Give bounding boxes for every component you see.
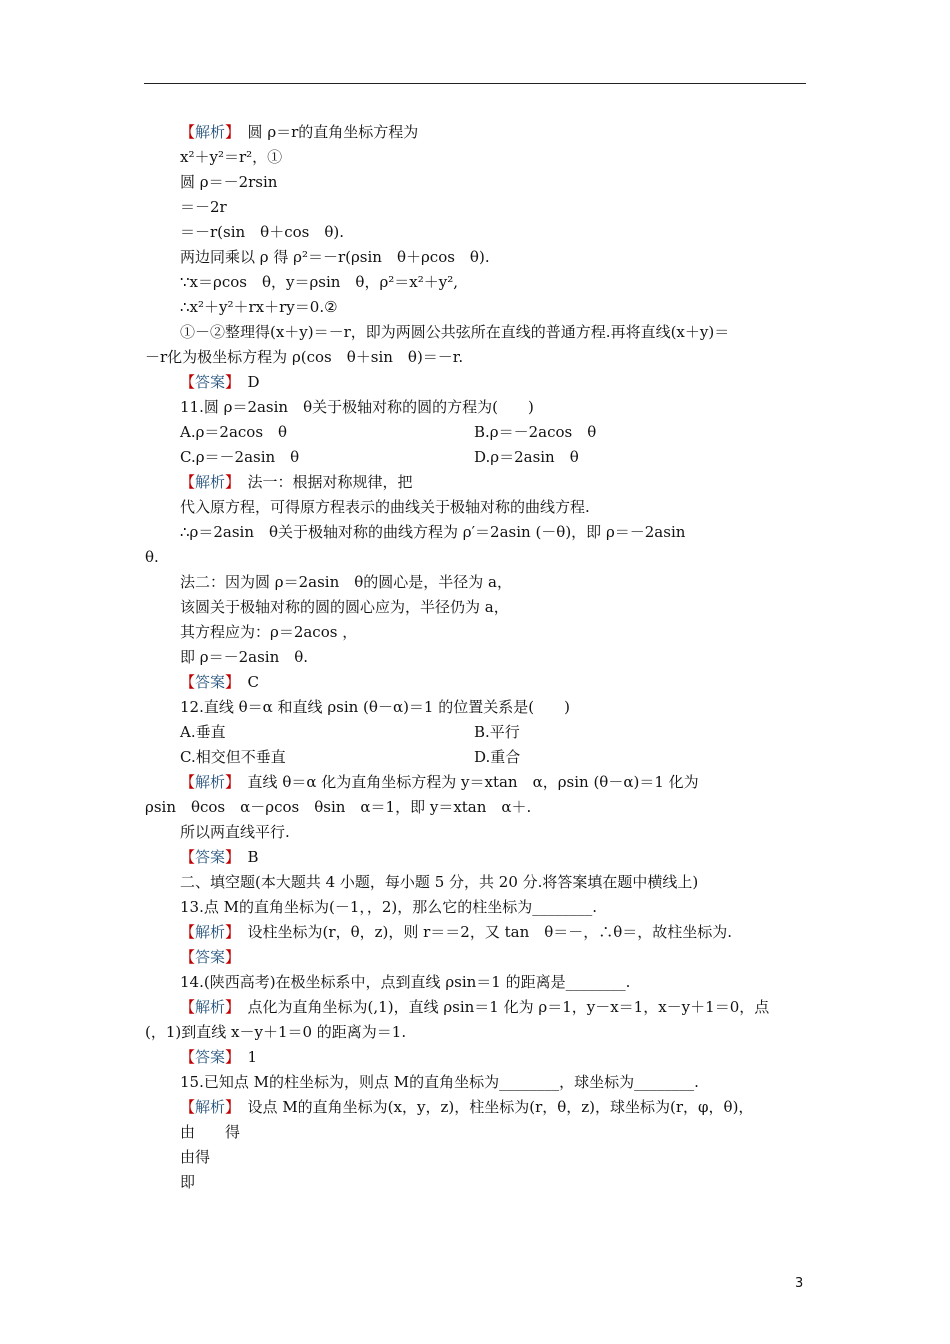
section-tag: 【答案】 [180,373,233,391]
text-line [180,122,418,142]
line-text: －r化为极坐标方程为 ρ(cos θ＋sin θ)＝－r. [145,348,464,366]
line-text: C.相交但不垂直 [180,748,286,766]
line-text: 法一：根据对称规律，把 [232,473,413,491]
line-text: A.ρ＝2acos θ [180,423,288,441]
line-text: C.ρ＝－2asin θ [180,448,300,466]
line-text: 代入原方程，可得原方程表示的曲线关于极轴对称的曲线方程. [180,498,590,516]
section-tag: 【答案】 [180,1048,233,1066]
line-text: 11.圆 ρ＝2asin θ关于极轴对称的圆的方程为( ) [180,398,534,416]
text-line [180,697,570,717]
text-line [180,1147,210,1167]
text-line [180,522,685,542]
line-text: 其方程应为：ρ＝2acos ， [180,623,358,641]
text-line [180,497,590,517]
text-line [180,197,227,217]
line-text: ＝－r(sin θ＋cos θ). [180,223,344,241]
text-line [180,572,512,592]
line-text: 设柱坐标为(r，θ，z)，则 r＝＝2，又 tan θ＝－，∴θ＝，故柱坐标为. [232,923,733,941]
line-text: (，1)到直线 x－y＋1＝0 的距离为＝1. [145,1023,407,1041]
section-tag: 【解析】 [180,998,233,1016]
header-rule [144,83,806,84]
text-line [180,672,259,692]
text-line [180,972,630,992]
line-text: 1 [232,1048,258,1066]
line-text: D.重合 [474,748,521,766]
text-line [180,147,282,167]
line-text: 13.点 M的直角坐标为(－1，，2)，那么它的柱坐标为________. [180,898,598,916]
text-line [180,422,287,442]
line-text: 所以两直线平行. [180,823,290,841]
text-line [180,647,308,667]
line-text: ∵x＝ρcos θ，y＝ρsin θ，ρ²＝x²＋y², [180,273,459,291]
line-text: 法二：因为圆 ρ＝2asin θ的圆心是，半径为 a， [180,573,512,591]
text-line [180,247,490,267]
text-line [180,272,458,292]
text-line [180,997,769,1017]
section-tag: 【解析】 [180,923,233,941]
line-text: 由 得 [180,1123,241,1141]
line-text: 12.直线 θ＝α 和直线 ρsin (θ－α)＝1 的位置关系是( ) [180,698,570,716]
text-line [180,922,732,942]
line-text: 15.已知点 M的柱坐标为，则点 M的直角坐标为________，球坐标为________. [180,1073,699,1091]
section-tag: 【解析】 [180,773,233,791]
text-line [180,372,260,392]
text-line [180,222,344,242]
line-text: x²＋y²＝r²，① [180,148,283,166]
text-line [145,1022,406,1042]
section-tag: 【解析】 [180,1098,233,1116]
page-number: 3 [795,1276,804,1291]
section-tag: 【答案】 [180,848,233,866]
line-text: 由得 [180,1148,211,1166]
text-line [474,447,579,467]
text-line [180,622,357,642]
text-line [180,397,534,417]
line-text: 二、填空题(本大题共 4 小题，每小题 5 分，共 20 分.将答案填在题中横线上) [180,873,699,891]
text-line [180,822,290,842]
line-text: D [232,373,260,391]
text-line [180,722,226,742]
line-text: B.ρ＝－2acos θ [474,423,597,441]
line-text: C [232,673,260,691]
text-line [145,797,531,817]
section-tag: 【解析】 [180,473,233,491]
text-line [180,472,413,492]
text-line [180,1172,195,1192]
text-line [180,172,277,192]
text-line [180,597,509,617]
text-line [474,747,520,767]
line-text: 该圆关于极轴对称的圆的圆心应为，半径仍为 a， [180,598,509,616]
line-text: 圆 ρ＝－2rsin [180,173,278,191]
text-line [180,1072,699,1092]
line-text: 点化为直角坐标为(,1)，直线 ρsin＝1 化为 ρ＝1，y－x＝1，x－y＋1＝0，点 [232,998,770,1016]
text-line [180,1122,240,1142]
line-text: ∴ρ＝2asin θ关于极轴对称的曲线方程为 ρ′＝2asin (－θ)，即 ρ＝－2asin [180,523,686,541]
line-text: 14.(陕西高考)在极坐标系中，点到直线 ρsin＝1 的距离是________. [180,973,631,991]
text-line [145,347,463,367]
text-line [180,897,597,917]
line-text: ＝－2r [180,198,227,216]
text-line [180,447,299,467]
section-tag: 【解析】 [180,123,233,141]
line-text: 设点 M的直角坐标为(x，y，z)，柱坐标为(r，θ，z)，球坐标为(r，φ，θ)， [232,1098,754,1116]
section-tag: 【答案】 [180,948,241,966]
line-text: B [232,848,259,866]
text-line [180,1047,257,1067]
text-line [145,547,159,567]
text-line [180,322,729,342]
line-text: D.ρ＝2asin θ [474,448,579,466]
line-text: ρsin θcos α－ρcos θsin α＝1，即 y＝xtan α＋. [145,798,532,816]
line-text: B.平行 [474,723,520,741]
section-tag: 【答案】 [180,673,233,691]
line-text: A.垂直 [180,723,226,741]
text-line [180,872,698,892]
text-line [474,422,596,442]
text-line [180,947,240,967]
line-text: 即 [180,1173,196,1191]
text-line [180,847,259,867]
line-text: ∴x²＋y²＋rx＋ry＝0.② [180,298,338,316]
text-line [180,772,699,792]
line-text: θ. [145,548,159,566]
line-text: 两边同乘以 ρ 得 ρ²＝－r(ρsin θ＋ρcos θ). [180,248,490,266]
text-line [180,1097,753,1117]
line-text: 圆 ρ＝r的直角坐标方程为 [232,123,419,141]
text-line [180,297,338,317]
line-text: 直线 θ＝α 化为直角坐标方程为 y＝xtan α，ρsin (θ－α)＝1 化为 [232,773,699,791]
text-line [474,722,520,742]
line-text: ①－②整理得(x＋y)＝－r，即为两圆公共弦所在直线的普通方程.再将直线(x＋y)＝ [180,323,730,341]
text-line [180,747,286,767]
line-text: 即 ρ＝－2asin θ. [180,648,309,666]
